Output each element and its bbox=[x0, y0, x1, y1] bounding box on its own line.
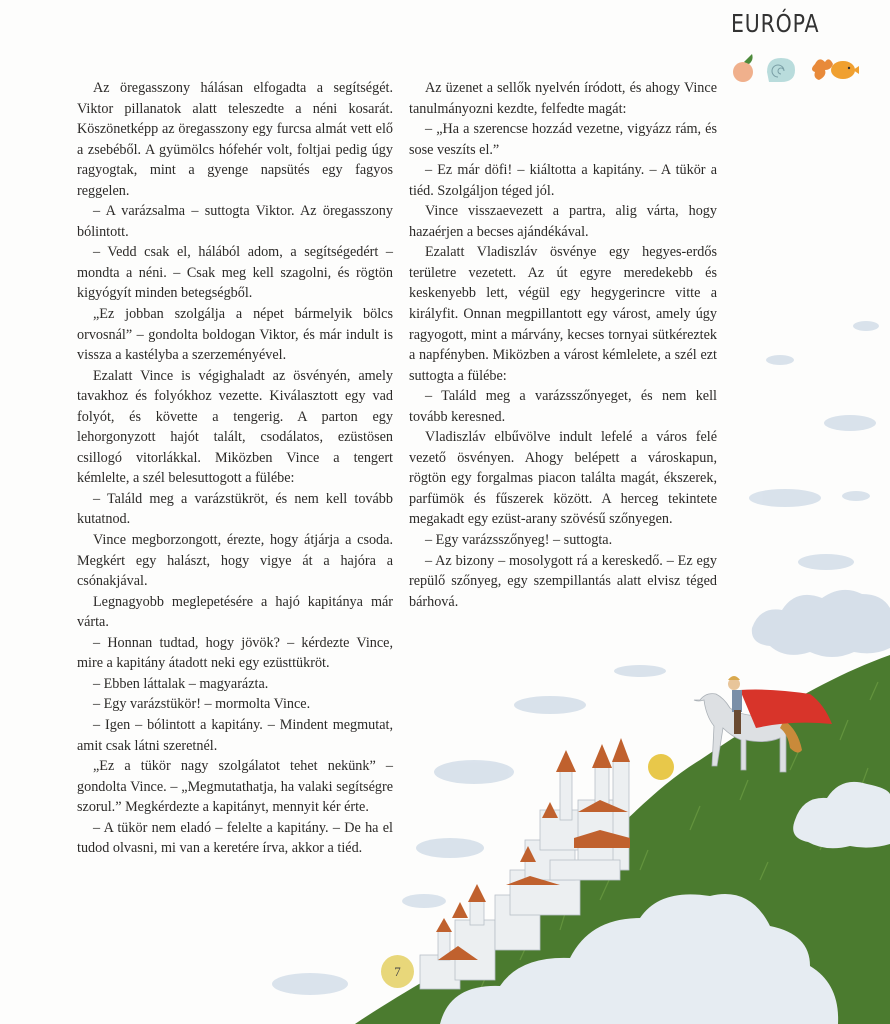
text-column-right bbox=[409, 78, 717, 612]
shell-icon bbox=[767, 58, 795, 82]
paragraph: Vince visszaevezett a partra, alig várta, hogy hazaérjen a becses ajándékával. bbox=[409, 203, 717, 240]
cloud-large bbox=[752, 590, 890, 657]
paragraph: – Vedd csak el, hálából adom, a segítségedért – mondta a néni. – Csak meg kell szagolni, és rögtön kigyógyít minden betegségből. bbox=[77, 244, 393, 302]
cloud-small bbox=[272, 973, 348, 995]
paragraph: – Ez már döfi! – kiáltotta a kapitány. – A tükör a tiéd. Szolgáljon téged jól. bbox=[409, 162, 717, 199]
cloud-small bbox=[853, 321, 879, 331]
paragraph: – A tükör nem eladó – felelte a kapitány. – De ha el tudod olvasni, mi van a keretére írva, akkor a tiéd. bbox=[77, 819, 393, 857]
section-title: EURÓPA bbox=[731, 9, 820, 38]
paragraph: – Az bizony – mosolygott rá a kereskedő. – Ez egy repülő szőnyeg, egy szempillantás alatt elvisz téged bárhová. bbox=[409, 552, 717, 610]
paragraph: – Igen – bólintott a kapitány. – Mindent megmutat, amit csak látni szeretnél. bbox=[77, 716, 393, 754]
paragraph: Az üzenet a sellők nyelvén íródott, és ahogy Vince tanulmányozni kezdte, felfedte magát: bbox=[409, 80, 717, 117]
paragraph: „Ez jobban szolgálja a népet bármelyik bölcs orvosnál” – gondolta boldogan Viktor, és már indult is vissza a kastélyba a szerzeményével. bbox=[77, 306, 393, 364]
cloud-small bbox=[798, 554, 854, 570]
page-number-badge bbox=[381, 955, 414, 988]
paragraph: Vince megborzongott, érezte, hogy átjárja a csoda. Megkért egy halászt, hogy vigye át a hajóra a csónakjával. bbox=[77, 532, 393, 590]
cloud-small bbox=[842, 491, 870, 501]
paragraph: – „Ha a szerencse hozzád vezetne, vigyázz rám, és sose veszíts el.” bbox=[409, 121, 717, 158]
section-emblems bbox=[731, 50, 861, 86]
paragraph: Az öregasszony hálásan elfogadta a segítségét. Viktor pillanatok alatt teleszedte a néni kosarát. Köszönetképp az öregasszony egy furcsa almát vett elő a zsebéből. A gyümölcs hófehér volt, foltjai pedig úgy ragyogtak, mint a gyenge napsütés egy fagyos reggelen. bbox=[77, 80, 393, 199]
goldfish-icon bbox=[812, 59, 859, 80]
apple-icon bbox=[733, 54, 753, 82]
paragraph: – Találd meg a varázstükröt, és nem kell tovább kutatnod. bbox=[77, 490, 393, 528]
sun bbox=[648, 754, 674, 780]
paragraph: Ezalatt Vladiszláv ösvénye egy hegyes-erdős területre vezetett. Az út egyre meredekebb és keskenyebb lett, végül egy hegygerincre vitte a királyfit. Onnan megpillantott egy várost, amely úgy ragyogott, mint a márvány, kecses tornyai sütkéreztek a napfényben. Miközben a várost kémlelete, a szél ezt suttogta a fülébe: bbox=[409, 244, 717, 384]
text-column-left bbox=[77, 78, 393, 859]
cloud-small bbox=[514, 696, 586, 714]
cloud-small bbox=[402, 894, 446, 908]
paragraph: – A varázsalma – suttogta Viktor. Az öregasszony bólintott. bbox=[77, 203, 393, 240]
paragraph: Legnagyobb meglepetésére a hajó kapitánya már várta. bbox=[77, 593, 393, 631]
cloud-small bbox=[434, 760, 514, 784]
cloud-small bbox=[749, 489, 821, 507]
paragraph: – Találd meg a varázsszőnyeget, és nem kell tovább keresned. bbox=[409, 388, 717, 425]
paragraph: – Honnan tudtad, hogy jövök? – kérdezte Vince, mire a kapitány átadott neki egy ezüsttükröt. bbox=[77, 634, 393, 672]
cloud-small bbox=[824, 415, 876, 431]
paragraph: Vladiszláv elbűvölve indult lefelé a város felé vezető ösvényen. Ahogy belépett a városkapun, rögtön egy forgalmas piacon találta magát, ékszerek, parfümök és fűszerek között. A herceg tekintete megakadt egy ezüst-arany szövésű szőnyegen. bbox=[409, 429, 717, 528]
paragraph: Ezalatt Vince is végighaladt az ösvényén, amely tavakhoz és folyókhoz vezette. Kiválasztott egy vad folyót, és követte a tengerig. A parton egy lehorgonyzott hajót talált, csodálatos, ezüstösen csillogó vitorlákkal. Miközben Vince a tengert kémlelte, a szél belesuttogott a fülébe: bbox=[77, 367, 393, 487]
paragraph: „Ez a tükör nagy szolgálatot tehet nekünk” – gondolta Vince. – „Megmutathatja, ha valaki segítségre szorul.” Megkérdezte a kapitányt, mennyit kér érte. bbox=[77, 758, 393, 816]
cloud-small bbox=[614, 665, 666, 677]
paragraph: – Ebben láttalak – magyarázta. bbox=[93, 675, 269, 692]
page-number: 7 bbox=[394, 963, 401, 979]
paragraph: – Egy varázstükör! – mormolta Vince. bbox=[93, 696, 311, 713]
cloud-small bbox=[416, 838, 484, 858]
cloud-small bbox=[766, 355, 794, 365]
paragraph: – Egy varázsszőnyeg! – suttogta. bbox=[425, 532, 613, 549]
